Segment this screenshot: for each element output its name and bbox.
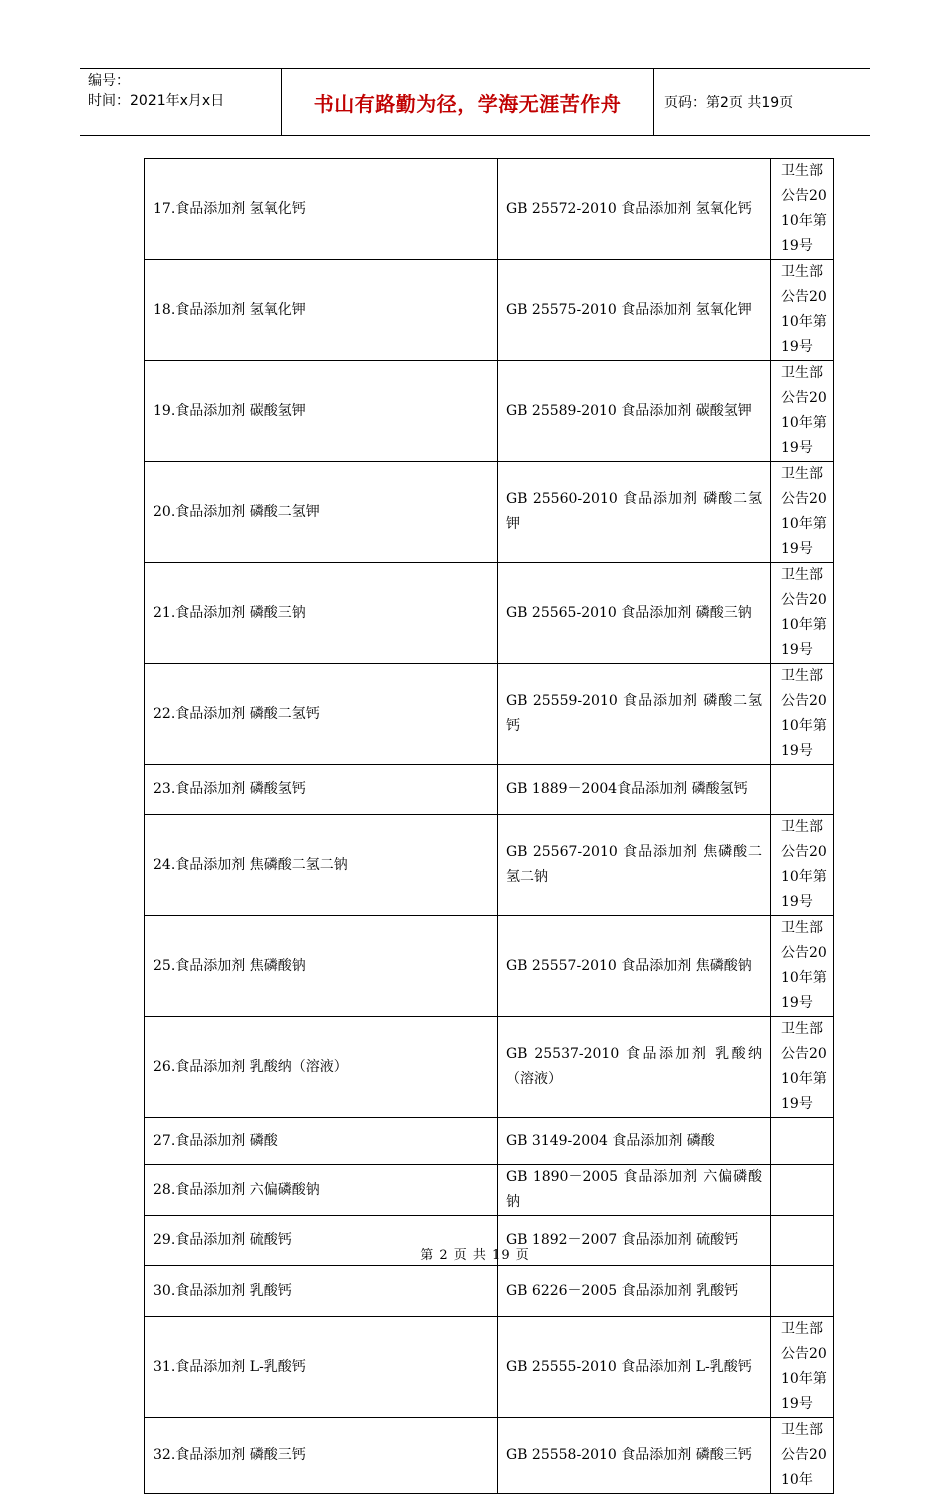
announcement-cell (771, 765, 834, 815)
standard-cell: GB 1889－2004食品添加剂 磷酸氢钙 (498, 765, 771, 815)
announcement-cell: 卫生部公告2010年第19号 (771, 1317, 834, 1418)
additive-name-cell: 28.食品添加剂 六偏磷酸钠 (145, 1165, 498, 1216)
announcement-cell: 卫生部公告2010年第19号 (771, 1017, 834, 1118)
table-row (145, 1317, 834, 1418)
additive-name-cell: 22.食品添加剂 磷酸二氢钙 (145, 664, 498, 765)
table-row (145, 1418, 834, 1494)
announcement-cell (771, 1165, 834, 1216)
header-motto: 书山有路勤为径，学海无涯苦作舟 (282, 69, 654, 135)
announcement-cell: 卫生部公告2010年 (771, 1418, 834, 1494)
standard-cell: GB 25572-2010 食品添加剂 氢氧化钙 (498, 159, 771, 260)
additive-name-cell: 26.食品添加剂 乳酸纳（溶液） (145, 1017, 498, 1118)
standard-cell: GB 25567-2010 食品添加剂 焦磷酸二氢二钠 (498, 815, 771, 916)
standards-table (144, 158, 834, 1494)
table-row (145, 1017, 834, 1118)
table-row (145, 1266, 834, 1317)
announcement-cell: 卫生部公告2010年第19号 (771, 815, 834, 916)
additive-name-cell: 25.食品添加剂 焦磷酸钠 (145, 916, 498, 1017)
additive-name-cell: 21.食品添加剂 磷酸三钠 (145, 563, 498, 664)
standard-cell: GB 25575-2010 食品添加剂 氢氧化钾 (498, 260, 771, 361)
standard-cell: GB 25558-2010 食品添加剂 磷酸三钙 (498, 1418, 771, 1494)
additive-name-cell: 29.食品添加剂 硫酸钙 (145, 1216, 498, 1266)
table-row (145, 1118, 834, 1165)
announcement-cell (771, 1118, 834, 1165)
announcement-cell: 卫生部公告2010年第19号 (771, 260, 834, 361)
table-row (145, 664, 834, 765)
standard-cell: GB 25565-2010 食品添加剂 磷酸三钠 (498, 563, 771, 664)
table-row (145, 563, 834, 664)
additive-name-cell: 30.食品添加剂 乳酸钙 (145, 1266, 498, 1317)
page-header (80, 68, 870, 136)
table-row (145, 361, 834, 462)
table-row (145, 462, 834, 563)
announcement-cell: 卫生部公告2010年第19号 (771, 159, 834, 260)
additive-name-cell: 32.食品添加剂 磷酸三钙 (145, 1418, 498, 1494)
announcement-cell: 卫生部公告2010年第19号 (771, 664, 834, 765)
standard-cell: GB 1890－2005 食品添加剂 六偏磷酸钠 (498, 1165, 771, 1216)
announcement-cell: 卫生部公告2010年第19号 (771, 361, 834, 462)
table-row (145, 815, 834, 916)
additive-name-cell: 19.食品添加剂 碳酸氢钾 (145, 361, 498, 462)
table-row (145, 916, 834, 1017)
additive-name-cell: 23.食品添加剂 磷酸氢钙 (145, 765, 498, 815)
standard-cell: GB 25560-2010 食品添加剂 磷酸二氢钾 (498, 462, 771, 563)
announcement-cell: 卫生部公告2010年第19号 (771, 563, 834, 664)
document-time: 时间：2021年x月x日 (88, 93, 225, 109)
page-footer: 第 2 页 共 19 页 (420, 1248, 530, 1263)
additive-name-cell: 24.食品添加剂 焦磷酸二氢二钠 (145, 815, 498, 916)
additive-name-cell: 18.食品添加剂 氢氧化钾 (145, 260, 498, 361)
document-number-label: 编号： (88, 73, 130, 89)
standard-cell: GB 25559-2010 食品添加剂 磷酸二氢钙 (498, 664, 771, 765)
table-row (145, 159, 834, 260)
announcement-cell (771, 1266, 834, 1317)
standard-cell: GB 25557-2010 食品添加剂 焦磷酸钠 (498, 916, 771, 1017)
standard-cell: GB 25555-2010 食品添加剂 L-乳酸钙 (498, 1317, 771, 1418)
additive-name-cell: 17.食品添加剂 氢氧化钙 (145, 159, 498, 260)
announcement-cell: 卫生部公告2010年第19号 (771, 916, 834, 1017)
additive-name-cell: 31.食品添加剂 L-乳酸钙 (145, 1317, 498, 1418)
additive-name-cell: 27.食品添加剂 磷酸 (145, 1118, 498, 1165)
standard-cell: GB 1892－2007 食品添加剂 硫酸钙 (498, 1216, 771, 1266)
announcement-cell: 卫生部公告2010年第19号 (771, 462, 834, 563)
standard-cell: GB 3149-2004 食品添加剂 磷酸 (498, 1118, 771, 1165)
standard-cell: GB 25537-2010 食品添加剂 乳酸纳（溶液） (498, 1017, 771, 1118)
table-row (145, 1165, 834, 1216)
standard-cell: GB 6226－2005 食品添加剂 乳酸钙 (498, 1266, 771, 1317)
additive-name-cell: 20.食品添加剂 磷酸二氢钾 (145, 462, 498, 563)
table-row (145, 765, 834, 815)
header-page-code: 页码：第2页 共19页 (664, 95, 794, 111)
header-meta (80, 69, 282, 135)
standard-cell: GB 25589-2010 食品添加剂 碳酸氢钾 (498, 361, 771, 462)
table-row (145, 260, 834, 361)
